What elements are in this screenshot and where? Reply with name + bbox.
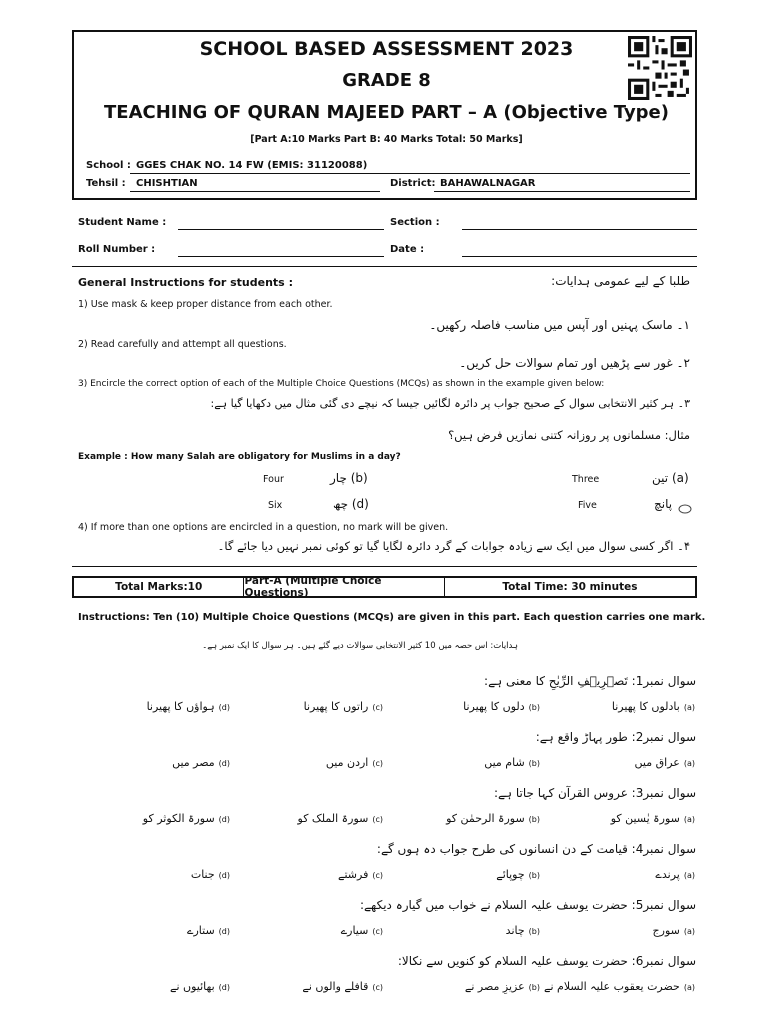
school-value: GGES CHAK NO. 14 FW (EMIS: 31120088) [136, 160, 368, 171]
question-5-option-d[interactable] [187, 924, 230, 937]
question-5-option-a[interactable] [653, 924, 695, 937]
option-text: سورۃ الکوثر کو [142, 812, 215, 825]
question-1-option-c[interactable] [304, 700, 383, 713]
roll-number-field[interactable] [178, 256, 384, 257]
example-option-d-ur: چھ (d) [333, 497, 369, 511]
question-1-option-d[interactable] [147, 700, 230, 713]
tehsil-underline [130, 191, 380, 192]
option-tag: (c) [372, 815, 383, 824]
question-5-option-c[interactable] [341, 924, 383, 937]
question-1-option-b[interactable] [463, 700, 540, 713]
example-en: Example : How many Salah are obligatory for Muslims in a day? [78, 452, 401, 462]
option-text: چوپائے [496, 868, 525, 881]
option-text: چاند [505, 924, 525, 937]
option-text: سورۃ الملک کو [297, 812, 369, 825]
option-text: جنات [190, 868, 215, 881]
option-tag: (c) [372, 927, 383, 936]
school-underline [130, 173, 690, 174]
instruction-2-ur: ۲۔ غور سے پڑھیں اور تمام سوالات حل کریں۔ [459, 356, 690, 370]
option-tag: (c) [372, 759, 383, 768]
option-tag: (a) [683, 703, 695, 712]
example-option-c-en: Five [578, 500, 597, 511]
question-3-option-a[interactable] [611, 812, 695, 825]
question-6-option-c[interactable] [302, 980, 383, 993]
option-text: سورۃ یٰسین کو [610, 812, 680, 825]
option-tag: (d) [218, 703, 230, 712]
option-text: سورۃ الرحمٰن کو [446, 812, 525, 825]
option-text: حضرت یعقوب علیہ السلام نے [544, 980, 680, 993]
section-field[interactable] [462, 229, 697, 230]
question-2-option-a[interactable] [635, 756, 695, 769]
option-tag: (a) [683, 815, 695, 824]
question-3-option-c[interactable] [298, 812, 383, 825]
grade-title: GRADE 8 [342, 70, 431, 91]
option-tag: (b) [528, 703, 540, 712]
question-1: سوال نمبر1: تَصۡرِیۡفِ الرِّیٰحِ کا معنی ہے: [484, 674, 696, 688]
total-time: Total Time: 30 minutes [502, 581, 638, 593]
option-text: عزیزِ مصر نے [464, 980, 525, 993]
question-3-option-b[interactable] [446, 812, 540, 825]
section-label: Section : [390, 217, 440, 228]
question-4: سوال نمبر4: قیامت کے دن انسانوں کی طرح جواب دہ ہوں گے: [376, 842, 696, 856]
option-text: مصر میں [172, 756, 215, 769]
instruction-4-ur: ۴۔ اگر کسی سوال میں ایک سے زیادہ جوابات کے گرد دائرہ لگایا گیا تو کوئی نمبر نہیں دیا جائے گا۔ [217, 539, 690, 553]
mcq-instructions-ur: ہدایات: اس حصہ میں 10 کثیر الانتخابی سوالات دیے گئے ہیں۔ ہر سوال کا ایک نمبر ہے۔ [202, 641, 518, 651]
qr-code-icon [628, 36, 692, 100]
option-text: سورج [652, 924, 680, 937]
option-text: شام میں [484, 756, 525, 769]
example-option-b-en: Four [263, 474, 284, 485]
question-6-option-a[interactable] [544, 980, 695, 993]
example-option-b-ur: چار (b) [330, 471, 368, 485]
option-text: فرشتے [338, 868, 369, 881]
option-tag: (d) [218, 759, 230, 768]
instruction-3-ur: ۳۔ ہر کثیر الانتخابی سوال کے صحیح جواب پر دائرہ لگائیں جیسا کہ نیچے دی گئی مثال میں دکھایا گیا ہے: [210, 397, 690, 410]
option-tag: (b) [528, 815, 540, 824]
question-4-option-c[interactable] [338, 868, 383, 881]
school-label: School : [86, 160, 131, 171]
mcq-instructions-en: Instructions: Ten (10) Multiple Choice Questions (MCQs) are given in this part. Each question carries one mark. [78, 612, 706, 623]
instruction-4-en: 4) If more than one options are encircled in a question, no mark will be given. [78, 522, 449, 533]
option-tag: (d) [218, 983, 230, 992]
question-3: سوال نمبر3: عروس القرآن کہا جاتا ہے: [493, 786, 696, 800]
option-text: سیارے [340, 924, 369, 937]
option-text: راتوں کا پھیرنا [303, 700, 369, 713]
question-2-option-d[interactable] [172, 756, 230, 769]
instruction-3-en: 3) Encircle the correct option of each of the Multiple Choice Questions (MCQs) as shown in the example given below: [78, 379, 605, 389]
instructions-heading-ur: طلبا کے لیے عمومی ہدایات: [551, 274, 690, 288]
option-tag: (c) [372, 703, 383, 712]
option-text: قافلے والوں نے [302, 980, 369, 993]
total-marks: Total Marks:10 [74, 578, 244, 596]
instruction-1-en: 1) Use mask & keep proper distance from each other. [78, 299, 333, 310]
student-name-field[interactable] [178, 229, 384, 230]
question-5: سوال نمبر5: حضرت یوسف علیہ السلام نے خواب میں گیارہ دیکھے: [359, 898, 696, 912]
divider [72, 266, 697, 267]
question-3-option-d[interactable] [143, 812, 230, 825]
roll-number-label: Roll Number : [78, 244, 156, 255]
option-tag: (a) [683, 927, 695, 936]
option-tag: (b) [528, 871, 540, 880]
question-2-option-c[interactable] [326, 756, 383, 769]
option-text: بھائیوں نے [170, 980, 215, 993]
student-name-label: Student Name : [78, 217, 167, 228]
option-tag: (b) [528, 927, 540, 936]
option-tag: (d) [218, 871, 230, 880]
example-option-d-en: Six [268, 500, 283, 511]
part-title: Part-A (Multiple Choice Questions) [244, 578, 444, 596]
option-tag: (c) [372, 871, 383, 880]
example-option-c-ur: پانچ [654, 497, 673, 511]
option-tag: (d) [218, 927, 230, 936]
instructions-heading-en: General Instructions for students : [78, 276, 293, 289]
district-underline [434, 191, 690, 192]
option-tag: (b) [528, 983, 540, 992]
instruction-1-ur: ۱۔ ماسک پہنیں اور آپس میں مناسب فاصلہ رکھیں۔ [429, 318, 690, 332]
exam-title: SCHOOL BASED ASSESSMENT 2023 [199, 38, 574, 60]
option-tag: (a) [683, 759, 695, 768]
district-value: BAHAWALNAGAR [440, 178, 536, 189]
example-ur: مثال: مسلمانوں پر روزانہ کتنی نمازیں فرض ہیں؟ [448, 428, 690, 442]
question-2: سوال نمبر2: طور پہاڑ واقع ہے: [535, 730, 696, 744]
option-text: ستارے [187, 924, 215, 937]
option-text: اردن میں [325, 756, 369, 769]
option-text: عراق میں [634, 756, 680, 769]
date-label: Date : [390, 244, 425, 255]
option-text: ہواؤں کا پھیرنا [146, 700, 215, 713]
tehsil-label: Tehsil : [86, 178, 126, 189]
question-6: سوال نمبر6: حضرت یوسف علیہ السلام کو کنویں سے نکالا: [397, 954, 696, 968]
date-field[interactable] [462, 256, 697, 257]
question-4-option-d[interactable] [191, 868, 230, 881]
instruction-2-en: 2) Read carefully and attempt all questions. [78, 339, 287, 350]
option-text: بادلوں کا پھیرنا [611, 700, 680, 713]
question-4-option-a[interactable] [655, 868, 695, 881]
question-2-option-b[interactable] [484, 756, 540, 769]
option-tag: (c) [372, 983, 383, 992]
question-1-option-a[interactable] [612, 700, 695, 713]
divider-2 [72, 566, 697, 567]
option-tag: (a) [683, 983, 695, 992]
question-4-option-b[interactable] [496, 868, 540, 881]
marks-note: [Part A:10 Marks Part B: 40 Marks Total: 50 Marks] [250, 134, 523, 145]
example-option-a-ur: تین (a) [652, 471, 689, 485]
option-tag: (b) [528, 759, 540, 768]
tehsil-value: CHISHTIAN [136, 178, 198, 189]
encircled-answer-icon [678, 504, 692, 514]
option-tag: (a) [683, 871, 695, 880]
district-label: District: [390, 178, 436, 189]
option-text: پرندے [655, 868, 680, 881]
subject-title: TEACHING OF QURAN MAJEED PART – A (Objective Type) [104, 102, 669, 123]
question-5-option-b[interactable] [506, 924, 540, 937]
option-tag: (d) [218, 815, 230, 824]
header-box [72, 30, 697, 200]
question-6-option-b[interactable] [465, 980, 540, 993]
part-a-bar [72, 576, 697, 598]
question-6-option-d[interactable] [170, 980, 230, 993]
example-option-a-en: Three [572, 474, 600, 485]
option-text: دلوں کا پھیرنا [463, 700, 525, 713]
